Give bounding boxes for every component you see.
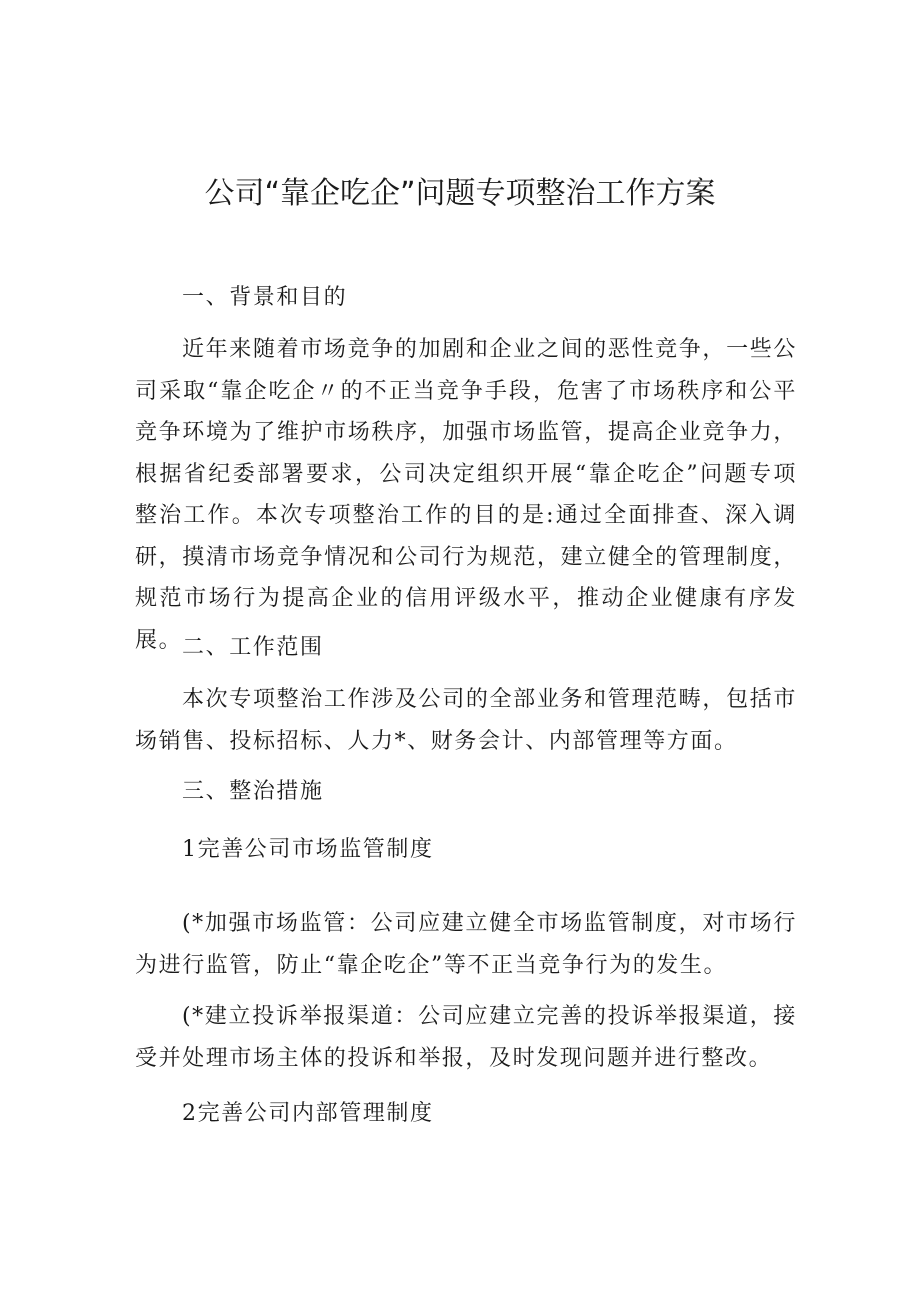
measure-subheading-internal: 2完善公司内部管理制度 <box>182 1101 434 1126</box>
document-title: 公司“靠企吃企”问题专项整治工作方案 <box>204 176 716 211</box>
section-paragraph-scope: 本次专项整治工作涉及公司的全部业务和管理范畴，包括市场销售、投标招标、人力*、财务会计、内部管理等方面。 <box>135 687 797 754</box>
section-heading-scope: 二、工作范围 <box>182 635 324 660</box>
section-heading-background: 一、背景和目的 <box>182 285 348 310</box>
measure-item-market-supervision: (*加强市场监管：公司应建立健全市场监管制度，对市场行为进行监管，防止“靠企吃企”等不正当竞争行为的发生。 <box>135 911 797 978</box>
section-paragraph-background: 近年来随着市场竞争的加剧和企业之间的恶性竞争，一些公司采取“靠企吃企〃的不正当竞争手段，危害了市场秩序和公平竞争环境为了维护市场秩序，加强市场监管，提高企业竞争力，根据省纪委部署要求，公司决定组织开展“靠企吃企”问题专项整治工作。本次专项整治工作的目的是:通过全面排查、深入调研，摸清市场竞争情况和公司行为规范，建立健全的管理制度，规范市场行为提高企业的信用评级水平，推动企业健康有序发展。 <box>135 337 797 653</box>
measure-subheading-market: 1完善公司市场监管制度 <box>182 837 434 862</box>
measure-item-complaint-channel: (*建立投诉举报渠道：公司应建立完善的投诉举报渠道，接受并处理市场主体的投诉和举报，及时发现问题并进行整改。 <box>135 1004 797 1071</box>
section-heading-measures: 三、整治措施 <box>182 779 324 804</box>
